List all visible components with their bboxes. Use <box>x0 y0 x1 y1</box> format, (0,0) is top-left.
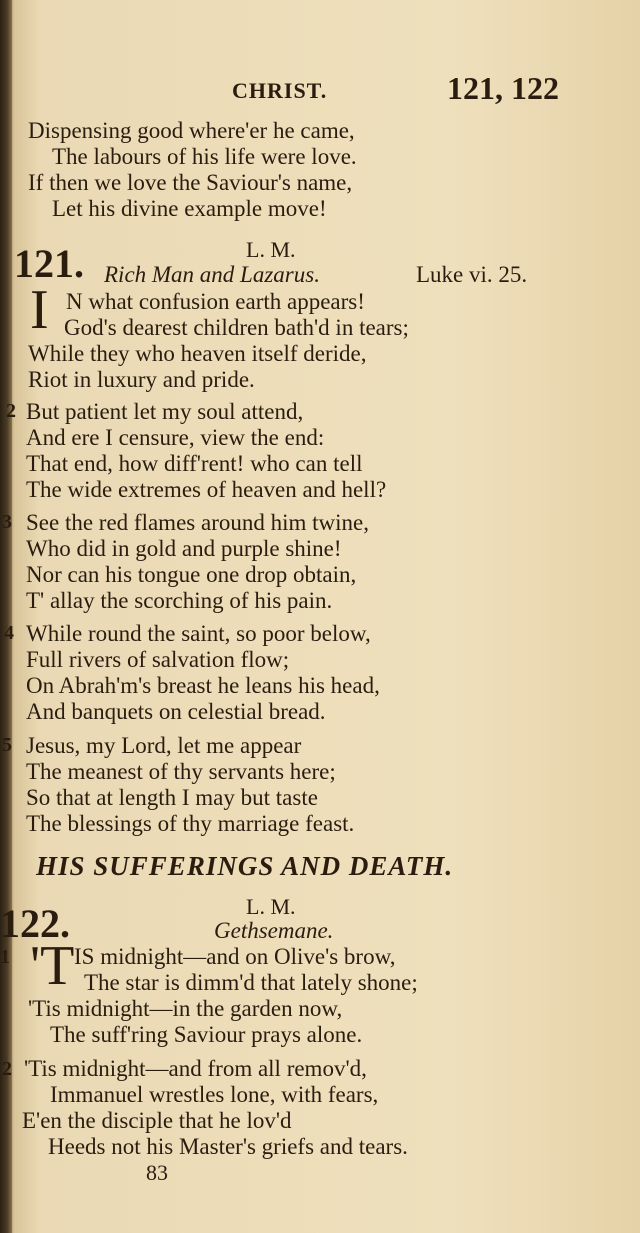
hymn-title: Gethsemane. <box>214 918 334 943</box>
verse-line: And ere I censure, view the end: <box>26 425 325 450</box>
verse-line: E'en the disciple that he lov'd <box>22 1108 292 1133</box>
verse-line: See the red flames around him twine, <box>26 510 369 535</box>
verse-line: 'Tis midnight—in the garden now, <box>28 996 343 1021</box>
verse-line: While round the saint, so poor below, <box>26 621 371 646</box>
hymn-meter: L. M. <box>246 237 296 262</box>
verse-line: Immanuel wrestles lone, with fears, <box>50 1082 379 1107</box>
verse-line: The wide extremes of heaven and hell? <box>26 477 387 502</box>
verse-line: The meanest of thy servants here; <box>26 759 336 784</box>
verse-line: Heeds not his Master's griefs and tears. <box>48 1134 408 1159</box>
verse-line: Nor can his tongue one drop obtain, <box>26 562 357 587</box>
verse-line: The star is dimm'd that lately shone; <box>84 970 418 995</box>
verse-line: Let his divine example move! <box>52 196 327 221</box>
hymn-number: 121. <box>14 241 84 286</box>
verse-line: 'Tis midnight—and from all remov'd, <box>24 1056 367 1081</box>
drop-cap: 'T <box>30 935 75 997</box>
hymn-title: Rich Man and Lazarus. <box>104 262 320 287</box>
stanza-number: 3 <box>2 511 12 533</box>
verse-line: If then we love the Saviour's name, <box>28 170 353 195</box>
verse-line: So that at length I may but taste <box>26 785 318 810</box>
book-spine <box>0 0 12 1233</box>
verse-line: But patient let my soul attend, <box>26 399 304 424</box>
verse-line: The blessings of thy marriage feast. <box>26 811 355 836</box>
running-header-hymn-numbers: 121, 122 <box>447 70 559 106</box>
verse-line: N what confusion earth appears! <box>66 289 365 314</box>
verse-line: IS midnight—and on Olive's brow, <box>74 944 396 969</box>
stanza-number: 1 <box>0 946 10 968</box>
verse-line: God's dearest children bath'd in tears; <box>64 315 409 340</box>
drop-cap: I <box>30 279 49 341</box>
page-number: 83 <box>146 1160 168 1185</box>
verse-line: That end, how diff'rent! who can tell <box>26 451 363 476</box>
verse-line: T' allay the scorching of his pain. <box>26 588 333 613</box>
hymn-number: 122. <box>0 901 70 946</box>
verse-line: While they who heaven itself deride, <box>28 341 367 366</box>
hymn-meter: L. M. <box>246 894 296 919</box>
verse-line: And banquets on celestial bread. <box>26 699 326 724</box>
stanza-number: 2 <box>6 400 16 422</box>
verse-line: The suff'ring Saviour prays alone. <box>50 1022 363 1047</box>
running-header-title: CHRIST. <box>232 78 328 103</box>
stanza-number: 5 <box>2 734 12 756</box>
verse-line: Riot in luxury and pride. <box>28 367 255 392</box>
verse-line: Dispensing good where'er he came, <box>28 118 355 143</box>
verse-line: Full rivers of salvation flow; <box>26 647 290 672</box>
stanza-number: 4 <box>4 622 14 644</box>
verse-line: The labours of his life were love. <box>52 144 357 169</box>
verse-line: Jesus, my Lord, let me appear <box>26 733 302 758</box>
verse-line: On Abrah'm's breast he leans his head, <box>26 673 380 698</box>
stanza-number: 2 <box>2 1058 12 1080</box>
verse-line: Who did in gold and purple shine! <box>26 536 342 561</box>
section-heading: HIS SUFFERINGS AND DEATH. <box>36 851 454 881</box>
scripture-reference: Luke vi. 25. <box>416 262 528 287</box>
